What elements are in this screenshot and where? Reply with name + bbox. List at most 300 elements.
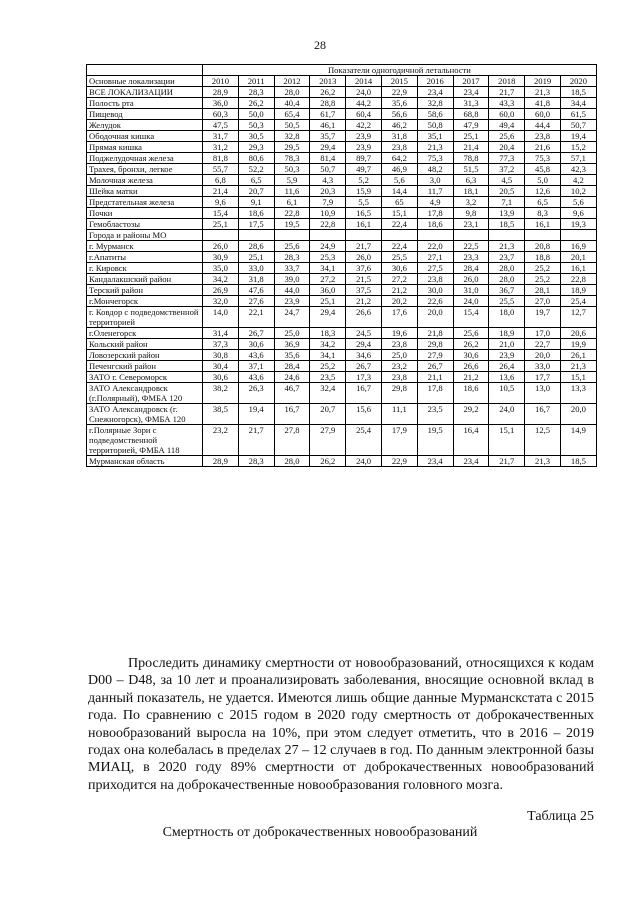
table-cell: 22,9 xyxy=(381,87,417,98)
table-cell: 17,7 xyxy=(525,372,561,383)
table-cell: 23,4 xyxy=(417,456,453,467)
table-cell: 22,8 xyxy=(560,274,596,285)
table-cell: 4,9 xyxy=(417,197,453,208)
table-cell: 19,6 xyxy=(381,328,417,339)
table-cell: 9,6 xyxy=(203,197,239,208)
table-cell: 20,7 xyxy=(238,186,274,197)
table-cell: 30,6 xyxy=(203,372,239,383)
table-cell: 10,2 xyxy=(560,186,596,197)
table-row xyxy=(87,296,597,307)
year-header: 2010 xyxy=(203,76,239,87)
table-row xyxy=(87,307,597,328)
table-cell: 28,3 xyxy=(238,87,274,98)
row-label: Желудок xyxy=(87,120,203,131)
table-header-group: Показатели одногодичной летальности xyxy=(203,65,597,76)
table-cell xyxy=(417,230,453,241)
table-cell: 28,9 xyxy=(203,87,239,98)
table-cell: 75,3 xyxy=(525,153,561,164)
table-cell: 21,2 xyxy=(346,296,382,307)
table-cell: 24,0 xyxy=(346,456,382,467)
table-cell: 15,9 xyxy=(346,186,382,197)
table-cell: 29,4 xyxy=(310,307,346,328)
table-cell: 52,2 xyxy=(238,164,274,175)
table-cell: 13,9 xyxy=(489,208,525,219)
table-cell: 26,0 xyxy=(203,241,239,252)
table-cell: 30,0 xyxy=(417,285,453,296)
row-label: Гемобластозы xyxy=(87,219,203,230)
table-cell: 18,5 xyxy=(489,219,525,230)
table-cell: 43,6 xyxy=(238,372,274,383)
table-cell: 31,2 xyxy=(203,142,239,153)
table-row-header: Основные локализации xyxy=(87,76,203,87)
table-cell: 6,1 xyxy=(274,197,310,208)
table-cell: 15,1 xyxy=(489,425,525,456)
table-cell: 23,7 xyxy=(489,252,525,263)
table-row xyxy=(87,219,597,230)
table-cell: 5,5 xyxy=(346,197,382,208)
table-cell: 34,6 xyxy=(346,350,382,361)
table-cell: 25,4 xyxy=(346,425,382,456)
year-header: 2012 xyxy=(274,76,310,87)
table-cell: 22,9 xyxy=(381,456,417,467)
row-label: ВСЕ ЛОКАЛИЗАЦИИ xyxy=(87,87,203,98)
row-label: Терский район xyxy=(87,285,203,296)
table-row xyxy=(87,164,597,175)
table-row xyxy=(87,186,597,197)
table-cell: 3,0 xyxy=(417,175,453,186)
table-cell: 25,6 xyxy=(489,131,525,142)
table-cell xyxy=(238,230,274,241)
table-row xyxy=(87,208,597,219)
table-cell: 35,7 xyxy=(310,131,346,142)
table-cell: 18,1 xyxy=(453,186,489,197)
table-cell: 36,0 xyxy=(203,98,239,109)
table-cell: 5,6 xyxy=(381,175,417,186)
table-cell: 23,1 xyxy=(453,219,489,230)
table-cell: 61,5 xyxy=(560,109,596,120)
table-cell: 27,9 xyxy=(417,350,453,361)
table-header-years-row xyxy=(87,76,597,87)
table-cell: 16,1 xyxy=(525,219,561,230)
table-cell: 6,3 xyxy=(453,175,489,186)
table-cell: 32,8 xyxy=(274,131,310,142)
table-cell: 19,7 xyxy=(525,307,561,328)
table-cell: 51,5 xyxy=(453,164,489,175)
table-cell: 28,6 xyxy=(238,241,274,252)
table-cell: 9,6 xyxy=(560,208,596,219)
table-cell: 5,0 xyxy=(525,175,561,186)
table-row xyxy=(87,383,597,404)
table-cell: 25,5 xyxy=(381,252,417,263)
table-cell: 14,4 xyxy=(381,186,417,197)
table-cell: 77,3 xyxy=(489,153,525,164)
table-cell: 27,2 xyxy=(381,274,417,285)
table-cell: 22,5 xyxy=(453,241,489,252)
table-cell: 17,9 xyxy=(381,425,417,456)
table-cell: 34,1 xyxy=(310,350,346,361)
table-cell: 6,5 xyxy=(238,175,274,186)
year-header: 2013 xyxy=(310,76,346,87)
table-cell: 27,8 xyxy=(274,425,310,456)
table-cell: 29,5 xyxy=(274,142,310,153)
table-cell: 50,7 xyxy=(560,120,596,131)
table-cell: 46,9 xyxy=(381,164,417,175)
table-cell: 21,5 xyxy=(346,274,382,285)
table-cell: 23,9 xyxy=(346,142,382,153)
table-cell: 42,2 xyxy=(346,120,382,131)
table-cell: 28,0 xyxy=(489,263,525,274)
table-row xyxy=(87,263,597,274)
table-cell: 23,9 xyxy=(274,296,310,307)
table-cell xyxy=(381,230,417,241)
table-cell: 28,8 xyxy=(310,98,346,109)
table-cell: 21,8 xyxy=(417,328,453,339)
table-cell: 15,6 xyxy=(346,404,382,425)
table-cell: 23,8 xyxy=(381,142,417,153)
table-cell: 50,5 xyxy=(274,120,310,131)
table-row xyxy=(87,131,597,142)
table-cell: 30,9 xyxy=(203,252,239,263)
table-cell: 24,0 xyxy=(489,404,525,425)
table-cell: 27,6 xyxy=(238,296,274,307)
table-cell: 50,3 xyxy=(274,164,310,175)
table-row xyxy=(87,274,597,285)
table-cell: 44,4 xyxy=(525,120,561,131)
table-cell: 20,4 xyxy=(489,142,525,153)
table-row xyxy=(87,252,597,263)
table-cell: 19,4 xyxy=(560,131,596,142)
table-cell: 26,7 xyxy=(417,361,453,372)
table-cell: 29,2 xyxy=(453,404,489,425)
table-cell: 10,9 xyxy=(310,208,346,219)
table-cell: 31,8 xyxy=(238,274,274,285)
table-cell: 9,1 xyxy=(238,197,274,208)
table-cell: 23,2 xyxy=(203,425,239,456)
table-cell: 21,7 xyxy=(346,241,382,252)
table-cell: 19,5 xyxy=(274,219,310,230)
table-cell: 24,0 xyxy=(453,296,489,307)
year-header: 2015 xyxy=(381,76,417,87)
table-cell: 17,6 xyxy=(381,307,417,328)
table-cell: 47,5 xyxy=(203,120,239,131)
table-cell: 17,5 xyxy=(238,219,274,230)
table-body xyxy=(87,87,597,467)
table-row xyxy=(87,175,597,186)
row-label: Города и районы МО xyxy=(87,230,203,241)
table-cell: 4,3 xyxy=(310,175,346,186)
table-cell: 18,6 xyxy=(238,208,274,219)
table-cell: 65 xyxy=(381,197,417,208)
table-cell: 30,8 xyxy=(203,350,239,361)
table-cell: 16,1 xyxy=(346,219,382,230)
table-cell: 22,4 xyxy=(381,241,417,252)
table-cell: 16,1 xyxy=(560,263,596,274)
table-cell: 26,6 xyxy=(346,307,382,328)
table-cell: 20,3 xyxy=(310,186,346,197)
table-caption: Таблица 25 xyxy=(527,809,594,824)
table-cell: 9,8 xyxy=(453,208,489,219)
table-row xyxy=(87,230,597,241)
table-cell: 25,2 xyxy=(525,263,561,274)
table-cell: 26,9 xyxy=(203,285,239,296)
table-row xyxy=(87,153,597,164)
table-cell: 22,4 xyxy=(381,219,417,230)
table-cell: 4,2 xyxy=(560,175,596,186)
table-cell: 29,3 xyxy=(238,142,274,153)
table-cell: 23,8 xyxy=(525,131,561,142)
table-cell: 7,9 xyxy=(310,197,346,208)
row-label: Пищевод xyxy=(87,109,203,120)
table-header-group-row xyxy=(87,65,597,76)
table-cell: 30,4 xyxy=(203,361,239,372)
table-row xyxy=(87,425,597,456)
table-cell: 30,6 xyxy=(381,263,417,274)
table-cell: 16,4 xyxy=(453,425,489,456)
table-cell: 23,8 xyxy=(417,274,453,285)
table-cell: 60,0 xyxy=(525,109,561,120)
table-cell: 21,7 xyxy=(489,456,525,467)
table-row xyxy=(87,328,597,339)
table-cell: 23,4 xyxy=(453,87,489,98)
table-cell: 11,7 xyxy=(417,186,453,197)
table-cell: 28,9 xyxy=(203,456,239,467)
table-cell: 30,5 xyxy=(238,131,274,142)
table-cell: 23,3 xyxy=(453,252,489,263)
table-cell: 27,0 xyxy=(525,296,561,307)
table-cell: 11,6 xyxy=(274,186,310,197)
row-label: г. Мурманск xyxy=(87,241,203,252)
table-cell: 5,9 xyxy=(274,175,310,186)
table-cell: 20,7 xyxy=(310,404,346,425)
table-cell: 28,0 xyxy=(274,87,310,98)
table-cell: 23,2 xyxy=(381,361,417,372)
table-cell: 18,9 xyxy=(489,328,525,339)
table-cell: 25,1 xyxy=(310,296,346,307)
table-row xyxy=(87,285,597,296)
table-cell: 38,5 xyxy=(203,404,239,425)
row-label: г. Кировск xyxy=(87,263,203,274)
table-cell: 5,6 xyxy=(560,197,596,208)
table-row xyxy=(87,241,597,252)
table-cell: 26,2 xyxy=(238,98,274,109)
table-cell: 5,2 xyxy=(346,175,382,186)
table-cell: 29,8 xyxy=(381,383,417,404)
table-cell: 18,9 xyxy=(560,285,596,296)
table-cell: 21,3 xyxy=(525,87,561,98)
row-label: Молочная железа xyxy=(87,175,203,186)
table-cell: 21,3 xyxy=(560,361,596,372)
table-cell: 24,9 xyxy=(310,241,346,252)
table-cell: 26,3 xyxy=(238,383,274,404)
table-cell: 48,2 xyxy=(417,164,453,175)
table-cell: 27,9 xyxy=(310,425,346,456)
table-cell: 35,1 xyxy=(417,131,453,142)
table-cell: 16,5 xyxy=(346,208,382,219)
row-label: Трахея, бронхи, легкое xyxy=(87,164,203,175)
table-cell: 26,0 xyxy=(453,274,489,285)
table-cell: 44,0 xyxy=(274,285,310,296)
table-cell: 36,9 xyxy=(274,339,310,350)
table-cell: 50,7 xyxy=(310,164,346,175)
table-cell: 11,1 xyxy=(381,404,417,425)
table-cell: 18,6 xyxy=(453,383,489,404)
table-cell: 18,8 xyxy=(525,252,561,263)
table-row xyxy=(87,339,597,350)
table-cell: 22,0 xyxy=(417,241,453,252)
table-cell: 19,5 xyxy=(417,425,453,456)
table-cell: 35,0 xyxy=(203,263,239,274)
table-cell: 46,2 xyxy=(381,120,417,131)
page-number: 28 xyxy=(314,38,326,52)
row-label: ЗАТО Александровск (г.Полярный), ФМБА 120 xyxy=(87,383,203,404)
year-header: 2016 xyxy=(417,76,453,87)
table-cell: 32,8 xyxy=(417,98,453,109)
year-header: 2020 xyxy=(560,76,596,87)
table-cell: 22,7 xyxy=(525,339,561,350)
table-cell: 25,1 xyxy=(453,131,489,142)
table-cell xyxy=(489,230,525,241)
table-cell: 23,9 xyxy=(489,350,525,361)
table-cell: 26,2 xyxy=(453,339,489,350)
table-row xyxy=(87,109,597,120)
table-cell: 17,8 xyxy=(417,208,453,219)
table-cell: 20,8 xyxy=(525,241,561,252)
row-label: Почки xyxy=(87,208,203,219)
row-label: Предстательная железа xyxy=(87,197,203,208)
table-cell: 64,2 xyxy=(381,153,417,164)
table-cell: 26,4 xyxy=(489,361,525,372)
table-cell: 24,0 xyxy=(346,87,382,98)
table-cell: 21,3 xyxy=(525,456,561,467)
table-cell: 15,4 xyxy=(203,208,239,219)
table-cell: 31,0 xyxy=(453,285,489,296)
table-cell: 25,2 xyxy=(310,361,346,372)
year-header: 2014 xyxy=(346,76,382,87)
row-label: г. Ковдор с подведомственной территорией xyxy=(87,307,203,328)
table-cell: 89,7 xyxy=(346,153,382,164)
table-cell: 10,5 xyxy=(489,383,525,404)
table-cell: 60,0 xyxy=(489,109,525,120)
table-cell: 37,1 xyxy=(238,361,274,372)
table-cell: 38,2 xyxy=(203,383,239,404)
table-cell: 58,6 xyxy=(417,109,453,120)
table-cell: 50,3 xyxy=(238,120,274,131)
table-cell: 60,4 xyxy=(346,109,382,120)
table-row xyxy=(87,142,597,153)
table-cell: 23,9 xyxy=(346,131,382,142)
table-cell: 68,8 xyxy=(453,109,489,120)
row-label: Печенгский район xyxy=(87,361,203,372)
table-cell: 21,7 xyxy=(489,87,525,98)
table-cell: 29,8 xyxy=(417,339,453,350)
year-header: 2018 xyxy=(489,76,525,87)
table-cell: 33,0 xyxy=(238,263,274,274)
table-cell: 26,6 xyxy=(453,361,489,372)
table-cell: 22,8 xyxy=(310,219,346,230)
table-cell: 26,0 xyxy=(346,252,382,263)
row-label: Шейка матки xyxy=(87,186,203,197)
table-cell: 3,2 xyxy=(453,197,489,208)
table-cell: 26,7 xyxy=(346,361,382,372)
table-cell: 43,6 xyxy=(238,350,274,361)
table-cell: 13,0 xyxy=(525,383,561,404)
row-label: ЗАТО г. Североморск xyxy=(87,372,203,383)
table-cell: 81,4 xyxy=(310,153,346,164)
table-cell: 33,7 xyxy=(274,263,310,274)
table-cell: 21,0 xyxy=(489,339,525,350)
table-cell: 21,2 xyxy=(453,372,489,383)
table-cell: 75,3 xyxy=(417,153,453,164)
row-label: Прямая кишка xyxy=(87,142,203,153)
table-row xyxy=(87,456,597,467)
table-cell: 21,1 xyxy=(417,372,453,383)
table-cell: 18,5 xyxy=(560,456,596,467)
table-cell: 47,6 xyxy=(238,285,274,296)
table-cell xyxy=(453,230,489,241)
table-cell: 24,6 xyxy=(274,372,310,383)
table-cell: 27,1 xyxy=(417,252,453,263)
table-cell: 15,2 xyxy=(560,142,596,153)
table-cell: 33,0 xyxy=(525,361,561,372)
table-cell: 24,7 xyxy=(274,307,310,328)
table-cell: 21,4 xyxy=(453,142,489,153)
table-cell: 28,0 xyxy=(274,456,310,467)
table-cell: 21,4 xyxy=(203,186,239,197)
row-label: Ободочная кишка xyxy=(87,131,203,142)
table-cell: 12,5 xyxy=(525,425,561,456)
table-cell: 25,1 xyxy=(203,219,239,230)
table-cell: 35,6 xyxy=(381,98,417,109)
table-cell: 28,1 xyxy=(525,285,561,296)
table-cell: 39,0 xyxy=(274,274,310,285)
table-cell: 26,1 xyxy=(560,350,596,361)
table-cell: 16,7 xyxy=(525,404,561,425)
table-cell: 28,4 xyxy=(274,361,310,372)
table-cell: 17,0 xyxy=(525,328,561,339)
table-cell: 20,0 xyxy=(525,350,561,361)
table-cell: 46,1 xyxy=(310,120,346,131)
table-cell: 15,1 xyxy=(560,372,596,383)
table-row xyxy=(87,404,597,425)
table-title: Смертность от доброкачественных новообразований xyxy=(162,825,478,840)
table-cell: 78,3 xyxy=(274,153,310,164)
table-cell: 34,1 xyxy=(310,263,346,274)
table-cell: 8,3 xyxy=(525,208,561,219)
table-row xyxy=(87,350,597,361)
table-cell: 12,6 xyxy=(525,186,561,197)
table-cell: 15,1 xyxy=(381,208,417,219)
table-cell: 60,3 xyxy=(203,109,239,120)
table-cell: 36,7 xyxy=(489,285,525,296)
year-header: 2017 xyxy=(453,76,489,87)
table-cell: 17,3 xyxy=(346,372,382,383)
table-cell: 50,0 xyxy=(238,109,274,120)
table-cell: 36,0 xyxy=(310,285,346,296)
table-cell: 28,3 xyxy=(274,252,310,263)
table-cell: 13,3 xyxy=(560,383,596,404)
table-cell: 49,7 xyxy=(346,164,382,175)
table-cell xyxy=(346,230,382,241)
table-cell: 20,1 xyxy=(560,252,596,263)
table-cell: 31,8 xyxy=(381,131,417,142)
table-cell xyxy=(525,230,561,241)
table-cell: 7,1 xyxy=(489,197,525,208)
table-cell: 78,8 xyxy=(453,153,489,164)
table-cell: 45,8 xyxy=(525,164,561,175)
table-row xyxy=(87,120,597,131)
table-cell: 25,3 xyxy=(310,252,346,263)
table-cell: 18,3 xyxy=(310,328,346,339)
